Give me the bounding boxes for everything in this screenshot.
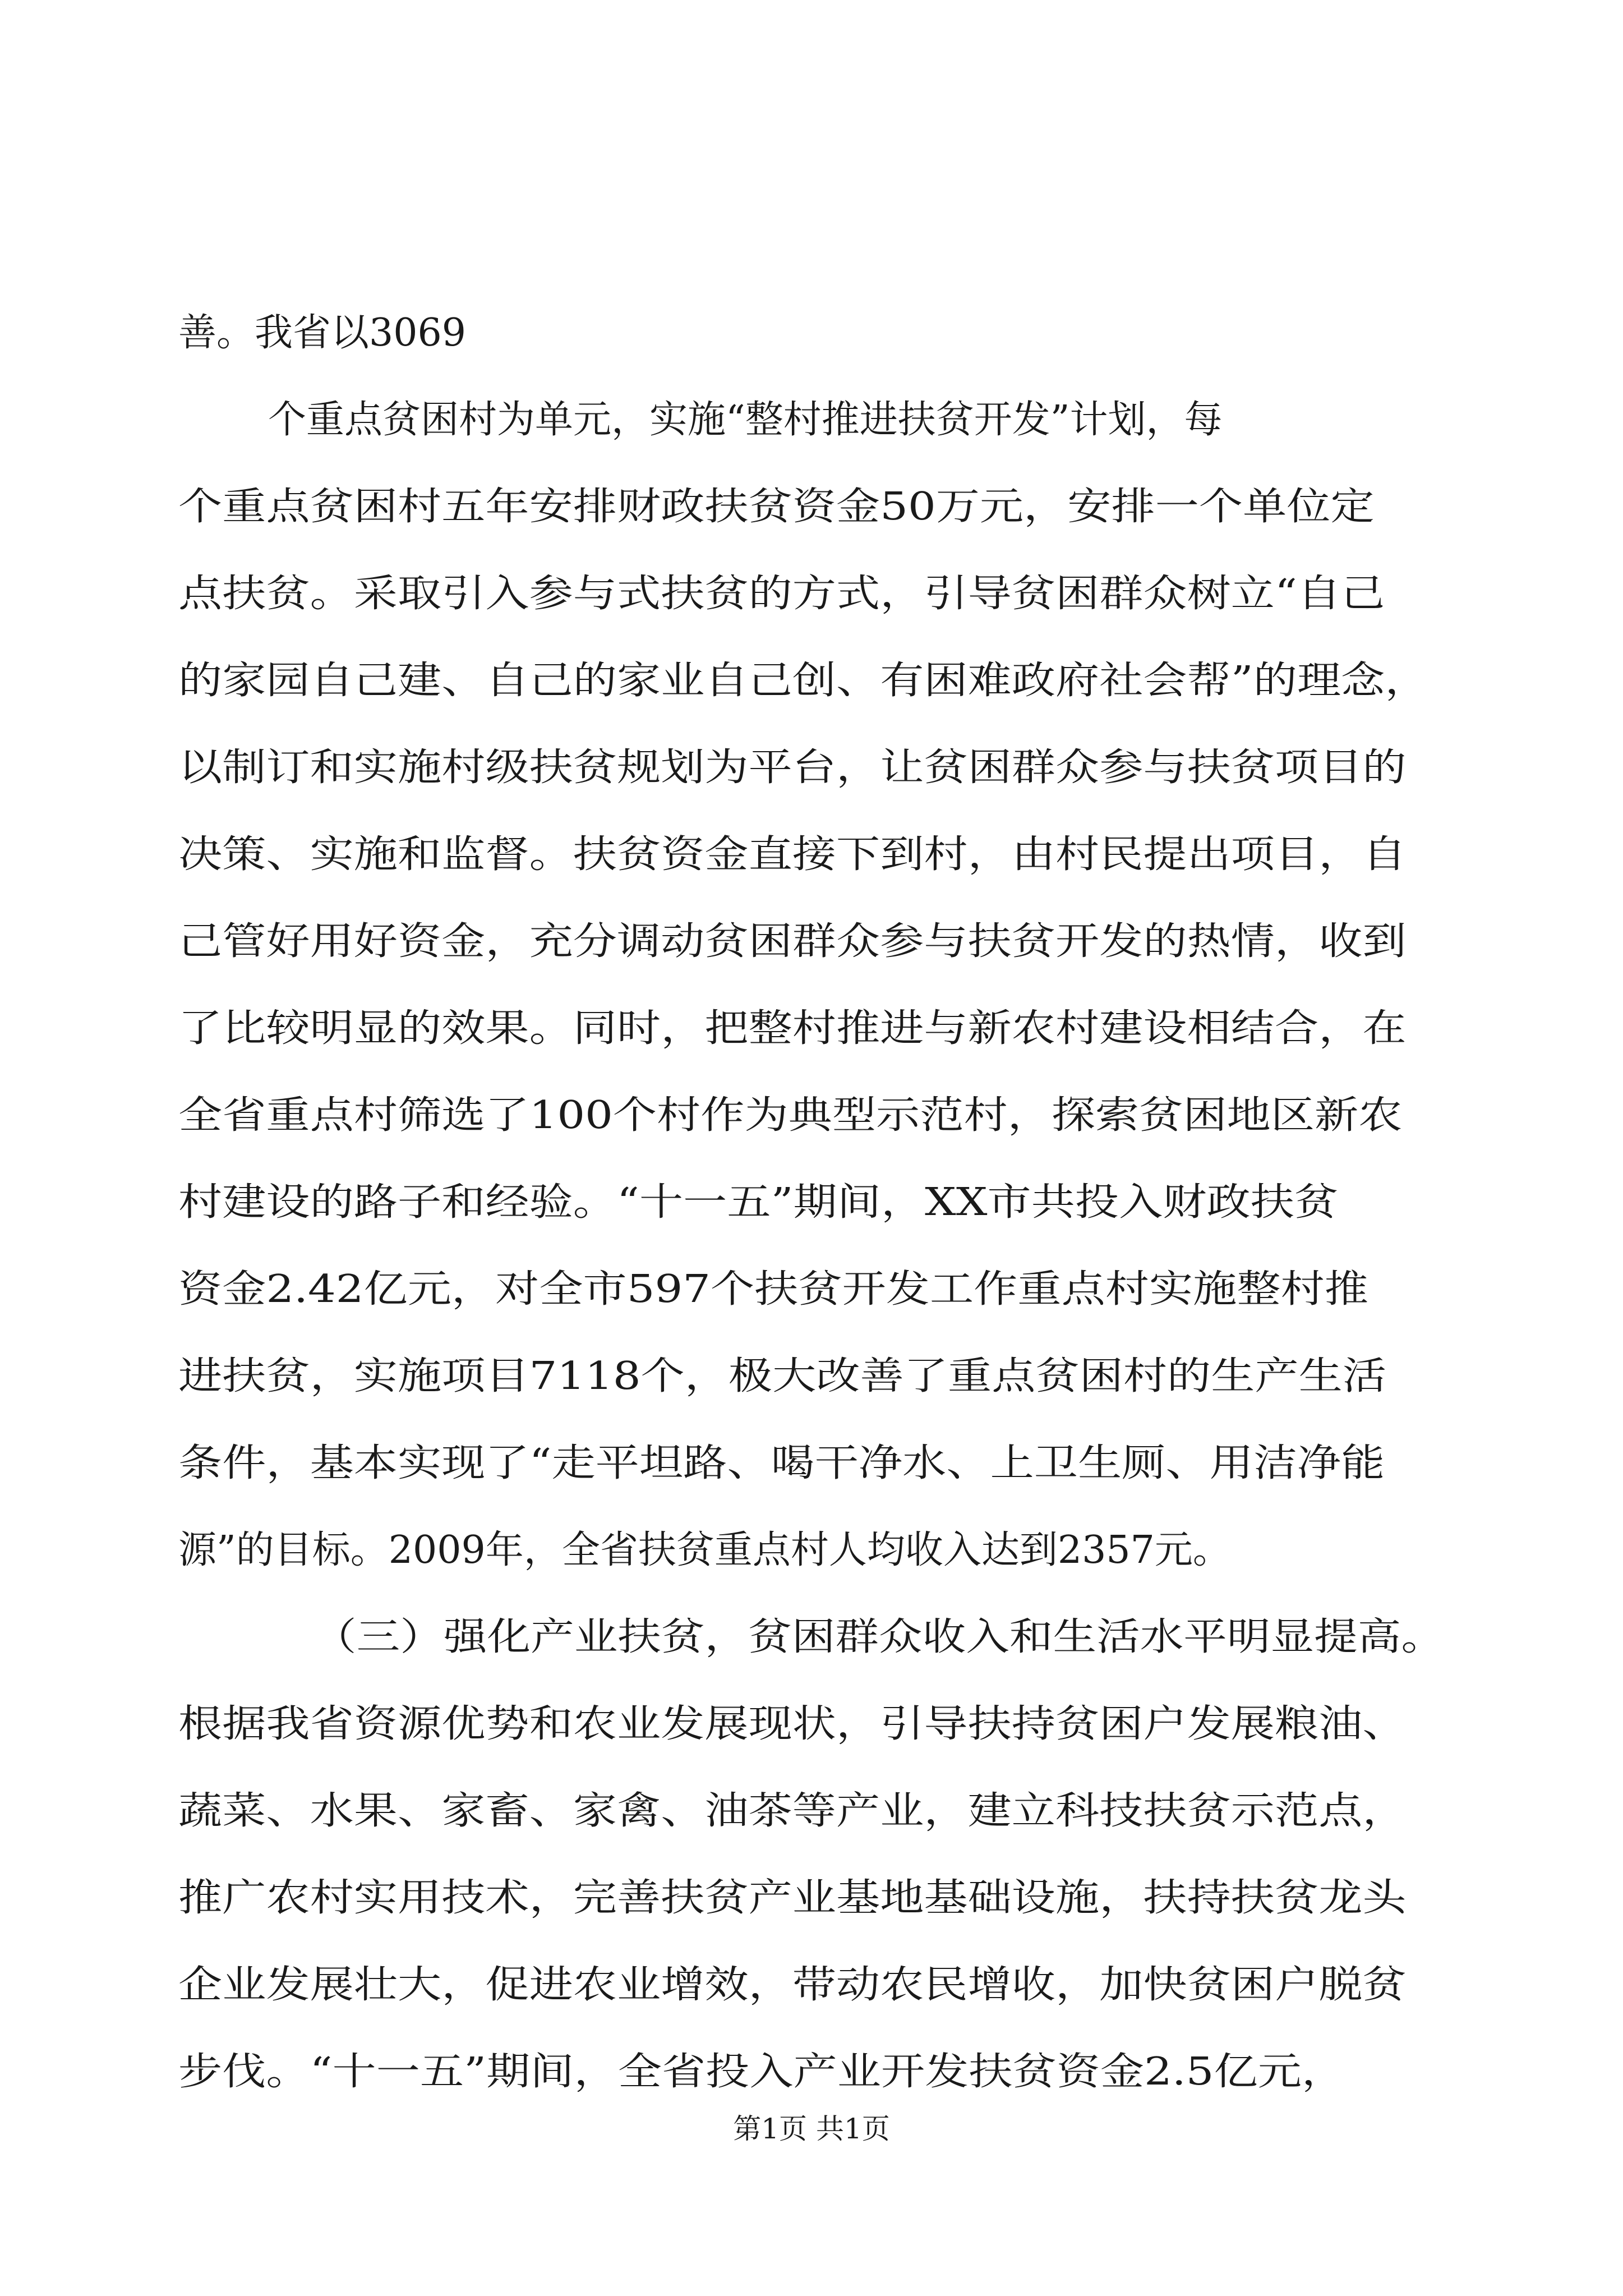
text-line: 村建设的路子和经验。“十一五”期间，XX市共投入财政扶贫 bbox=[178, 1180, 1339, 1225]
text-line: 源”的目标。2009年，全省扶贫重点村人均收入达到2357元。 bbox=[178, 1528, 1231, 1572]
text-line: 以制订和实施村级扶贫规划为平台，让贫困群众参与扶贫项目的 bbox=[178, 746, 1407, 790]
text-line: 进扶贫，实施项目7118个，极大改善了重点贫困村的生产生活 bbox=[178, 1354, 1387, 1398]
text-line: 点扶贫。采取引入参与式扶贫的方式，引导贫困群众树立“自己 bbox=[178, 572, 1385, 616]
text-line: （三）强化产业扶贫，贫困群众收入和生活水平明显提高。 bbox=[313, 1615, 1445, 1659]
text-line: 步伐。“十一五”期间，全省投入产业开发扶贫资金2.5亿元， bbox=[178, 2050, 1346, 2094]
text-line: 推广农村实用技术，完善扶贫产业基地基础设施，扶持扶贫龙头 bbox=[178, 1876, 1407, 1920]
text-line: 个重点贫困村为单元，实施“整村推进扶贫开发”计划，每 bbox=[268, 398, 1223, 442]
text-line: 己管好用好资金，充分调动贫困群众参与扶贫开发的热情，收到 bbox=[178, 919, 1407, 964]
text-line: 资金2.42亿元，对全市597个扶贫开发工作重点村实施整村推 bbox=[178, 1267, 1368, 1312]
text-line: 个重点贫困村五年安排财政扶贫资金50万元，安排一个单位定 bbox=[178, 485, 1375, 529]
text-line: 企业发展壮大，促进农业增效，带动农民增收，加快贫困户脱贫 bbox=[178, 1963, 1407, 2007]
text-line: 蔬菜、水果、家畜、家禽、油茶等产业，建立科技扶贫示范点， bbox=[178, 1789, 1407, 1833]
text-line: 善。我省以3069 bbox=[178, 311, 467, 355]
text-line: 根据我省资源优势和农业发展现状，引导扶持贫困户发展粮油、 bbox=[178, 1702, 1407, 1746]
text-line: 决策、实施和监督。扶贫资金直接下到村，由村民提出项目，自 bbox=[178, 832, 1407, 877]
text-line: 全省重点村筛选了100个村作为典型示范村，探索贫困地区新农 bbox=[178, 1093, 1403, 1138]
text-line: 的家园自己建、自己的家业自己创、有困难政府社会帮”的理念， bbox=[178, 659, 1429, 703]
text-line: 条件，基本实现了“走平坦路、喝干净水、上卫生厕、用洁净能 bbox=[178, 1441, 1385, 1485]
page-footer: 第1页 共1页 bbox=[733, 2113, 890, 2145]
text-line: 了比较明显的效果。同时，把整村推进与新农村建设相结合，在 bbox=[178, 1006, 1407, 1051]
